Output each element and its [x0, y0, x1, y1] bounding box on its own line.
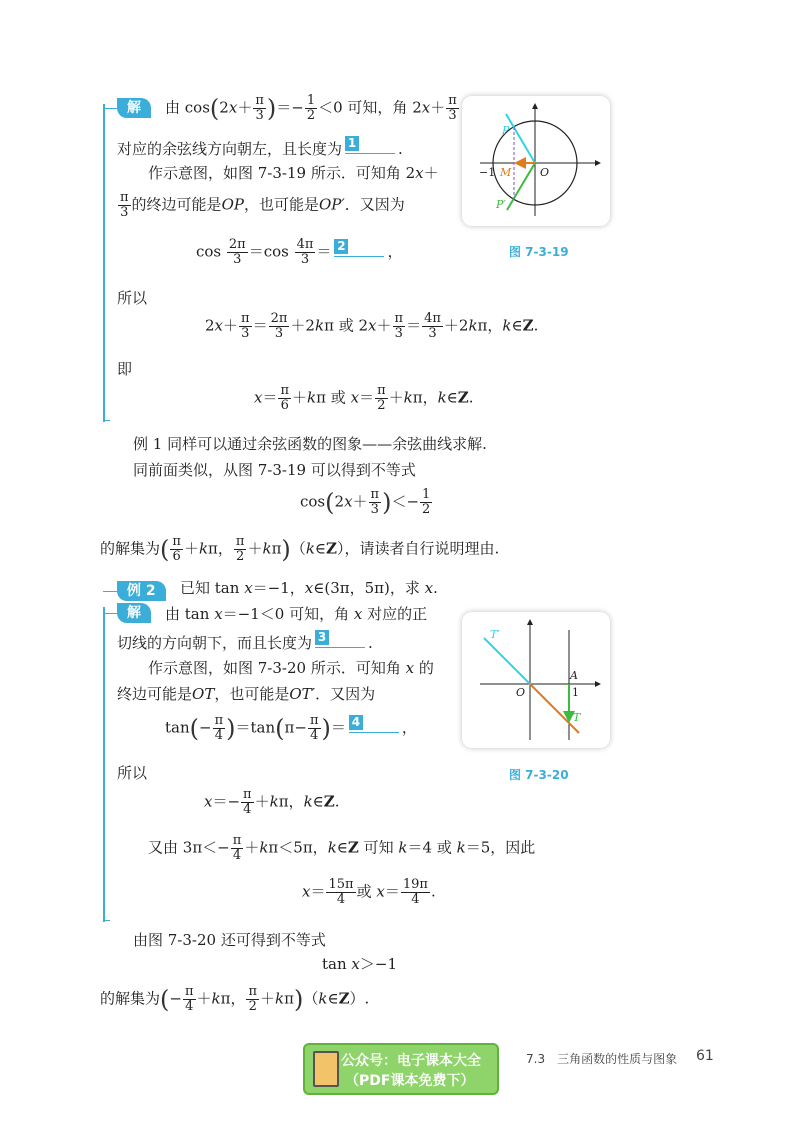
figure-7-3-19-caption: 图 7-3-19: [509, 245, 569, 259]
formula-ineq2: tan x＞−1: [322, 955, 397, 973]
unit-circle-diagram: [462, 96, 610, 226]
label-Tprime: T′: [490, 628, 500, 641]
blank-1[interactable]: 1: [345, 136, 395, 154]
para-2: 同前面类似，从图 7-3-19 可以得到不等式: [133, 461, 416, 479]
para-5: 的解集为(− $\frac{\pi}{4}$ ＋kπ， $\frac{\pi}{2}$ ＋kπ)（k∈Z）.: [100, 984, 370, 1014]
para-3: 的解集为( $\frac{\pi}{6}$ ＋kπ， $\frac{\pi}{2}$ ＋kπ)（k∈Z），请读者自行说明理由.: [100, 534, 500, 564]
label-M: M: [500, 166, 512, 179]
solution2-line3: 作示意图，如图 7-3-20 所示．可知角 x 的: [148, 659, 434, 677]
para-1: 例 1 同样可以通过余弦函数的图象——余弦曲线求解.: [133, 435, 487, 453]
blank-2[interactable]: 2: [334, 239, 384, 257]
text: 作示意图，如图 7-3-19 所示．可知角: [148, 164, 401, 182]
label-P: P: [502, 124, 510, 137]
formula-cos: cos $\frac{2\pi}{3}$ ＝cos $\frac{4\pi}{3}$ ＝ 2 ，: [196, 237, 403, 267]
label-one: 1: [572, 686, 579, 699]
page-number: 61: [696, 1048, 714, 1064]
solution2-line4: 终边可能是OT，也可能是OT′．又因为: [117, 685, 376, 703]
label-Pprime: P′: [496, 198, 506, 211]
para-4: 由图 7-3-20 还可得到不等式: [133, 931, 326, 949]
figure-7-3-19: [462, 96, 610, 226]
formula-ineq1: cos(2x＋ $\frac{\pi}{3}$ )＜− $\frac{1}{2}$: [300, 487, 431, 517]
formula-x3: x＝ $\frac{15\pi}{4}$ 或 x＝ $\frac{19\pi}{4}$ .: [302, 877, 436, 907]
solution2-tag-rule: [103, 613, 117, 614]
watermark-line1: 公众号：电子课本大全: [341, 1053, 481, 1069]
solution2-tick: [103, 920, 110, 921]
blank-4[interactable]: 4: [349, 715, 399, 733]
watermark-line2: （PDF课本免费下）: [345, 1073, 475, 1089]
section-title: 7.3 三角函数的性质与图象: [526, 1052, 678, 1066]
example2-tag-rule: [103, 591, 117, 592]
example2-tag: 例 2: [117, 581, 166, 601]
tangent-diagram: [462, 612, 610, 748]
solution1-tag-rule: [103, 108, 117, 109]
figure-7-3-20: [462, 612, 610, 748]
book-icon: [313, 1051, 339, 1087]
solution1-line4: $\frac{\pi}{3}$ 的终边可能是OP，也可能是OP′．又因为: [120, 190, 405, 220]
blank-3[interactable]: 3: [315, 630, 365, 648]
watermark-badge: [303, 1043, 499, 1095]
solution1-sidebar: [103, 104, 105, 422]
suoyi-2: 所以: [117, 764, 148, 782]
label-T: T: [573, 711, 581, 724]
solution1-line2: 对应的余弦线方向朝左，且长度为 1 .: [117, 136, 403, 158]
solution1-tick: [103, 420, 110, 421]
text: 可知，角: [347, 98, 408, 117]
suoyi-1: 所以: [117, 289, 148, 307]
label-A: A: [570, 669, 578, 682]
solution1-tag: 解: [117, 98, 151, 118]
solution1-line3: 作示意图，如图 7-3-19 所示．可知角 2x＋: [148, 164, 439, 182]
label-minus1: −1: [479, 166, 496, 179]
example2-text: 已知 tan x＝−1，x∈(3π，5π)，求 x.: [180, 579, 438, 597]
formula-x1: x＝ $\frac{\pi}{6}$ ＋kπ 或 x＝ $\frac{\pi}{2}$ ＋kπ，k∈Z.: [254, 383, 474, 413]
ji: 即: [117, 360, 133, 378]
solution2-youyou: 又由 3π＜− $\frac{\pi}{4}$ ＋kπ＜5π，k∈Z 可知 k＝4 或 k＝5，因此: [148, 833, 536, 863]
formula-x2: x＝− $\frac{\pi}{4}$ ＋kπ，k∈Z.: [204, 787, 340, 817]
formula-tan: tan(− $\frac{\pi}{4}$ )＝tan(π− $\frac{\pi}{4}$ )＝ 4 ，: [165, 713, 417, 743]
solution1-line1: 由 cos(2x＋ $\frac{\pi}{3}$ )＝− $\frac{1}{2}$ ＜0 可知，角 2x＋ $\frac{\pi}{3}$: [165, 93, 457, 123]
figure-7-3-20-caption: 图 7-3-20: [509, 768, 569, 782]
text: 对应的余弦线方向朝左，且长度为: [117, 140, 343, 158]
solution2-line2: 切线的方向朝下，而且长度为 3 .: [117, 630, 373, 652]
solution2-line1: 由 tan x＝−1＜0 可知，角 x 对应的正: [165, 605, 428, 623]
label-O: O: [540, 166, 550, 179]
label-O2: O: [516, 686, 526, 699]
solution2-sidebar: [103, 607, 105, 922]
text: 由: [165, 98, 181, 117]
solution2-tag: 解: [117, 603, 151, 623]
formula-angle: 2x＋ $\frac{\pi}{3}$ ＝ $\frac{2\pi}{3}$ ＋2kπ 或 2x＋ $\frac{\pi}{3}$ ＝ $\frac{4\pi}{3}$ ＋2kπ，k∈Z.: [205, 311, 539, 341]
